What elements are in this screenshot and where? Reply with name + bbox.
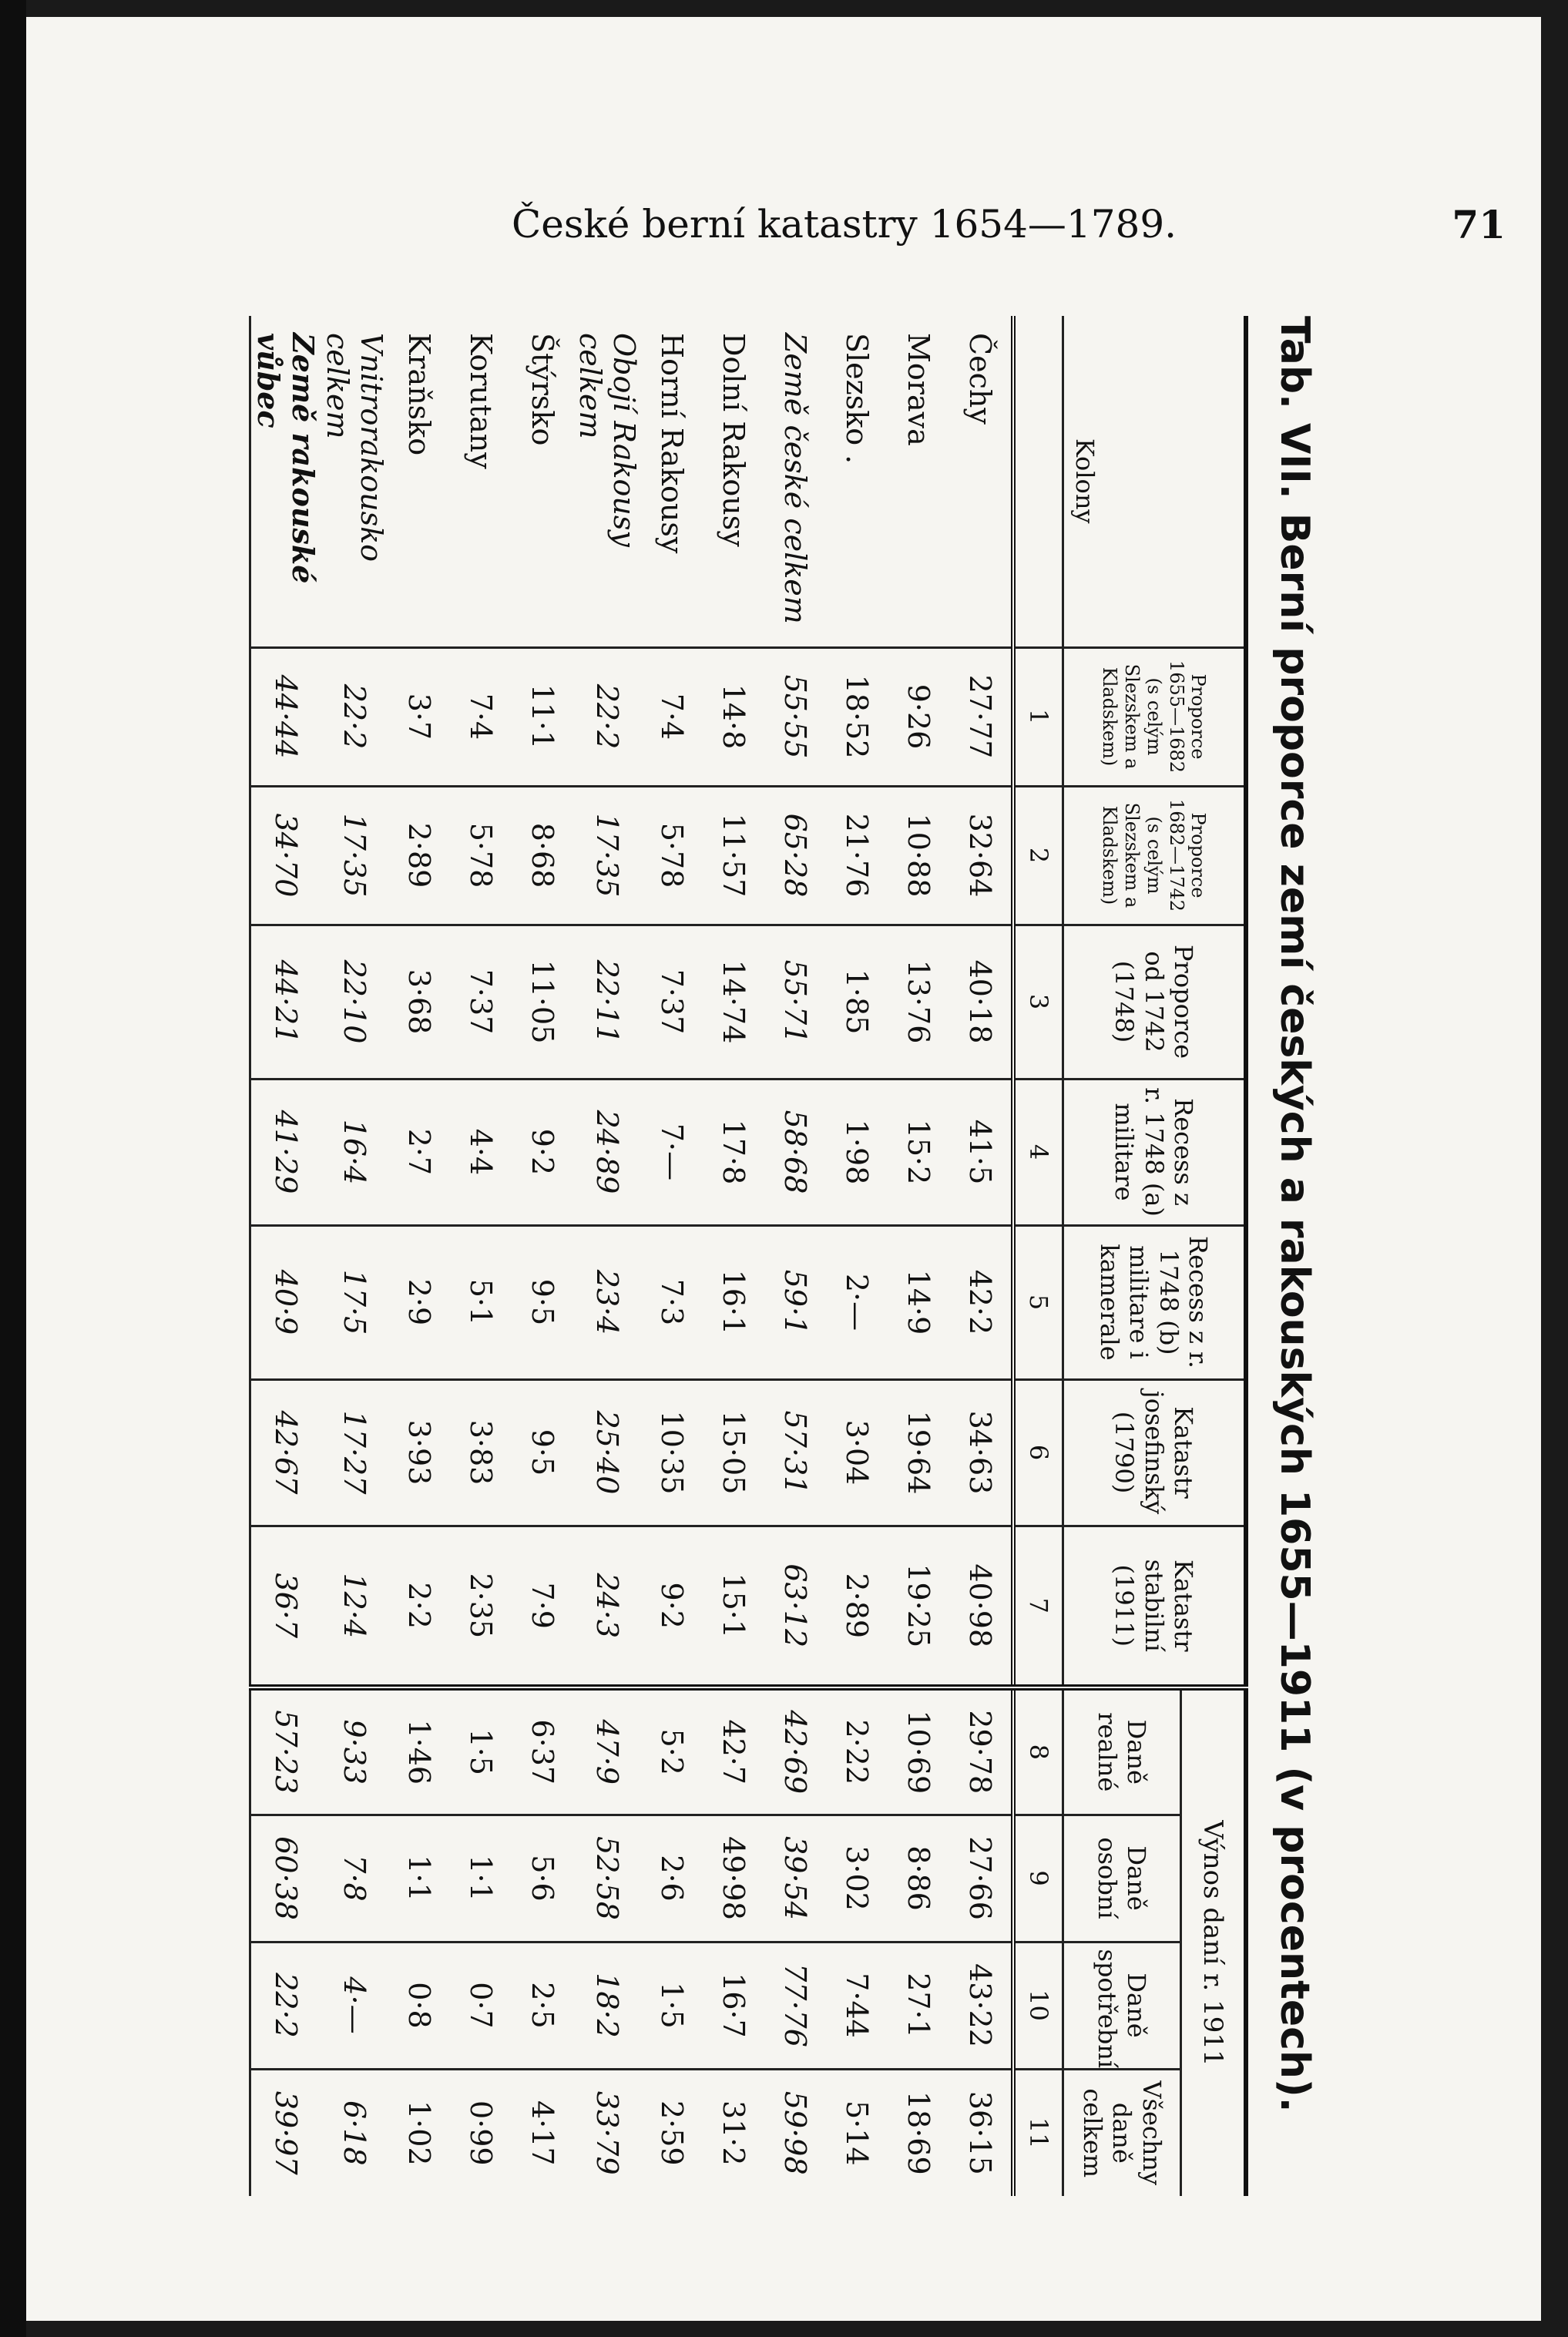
- table-cell: 0·8: [388, 1942, 450, 2069]
- table-cell: 22·10: [321, 925, 388, 1079]
- table-cell: 27·66: [949, 1815, 1013, 1942]
- table-cell: 15·1: [703, 1526, 764, 1687]
- table-cell: 12·4: [321, 1526, 388, 1687]
- col-number-blank: [1013, 316, 1063, 647]
- col-header-2: Proporce 1682—1742 (s celým Slezskem a Kladskem): [1063, 786, 1247, 925]
- table-cell: 5·14: [840, 2100, 874, 2166]
- table-cell: 1·02: [402, 2100, 436, 2166]
- table-row: [826, 316, 888, 2196]
- table-cell: 44·21: [250, 925, 321, 1079]
- table-cell: 9·33: [321, 1687, 388, 1815]
- table-cell: 7·3: [641, 1225, 703, 1379]
- table-cell: 55·71: [764, 925, 826, 1079]
- proportion-table: [249, 316, 1248, 2196]
- table-cell: 34·70: [250, 786, 321, 925]
- col-header-10: Daně spotřební: [1063, 1942, 1181, 2069]
- table-row: [703, 316, 764, 2196]
- table-cell: 7·37: [641, 925, 703, 1079]
- table-cell: 5·78: [450, 786, 512, 925]
- table-row: [450, 316, 512, 2196]
- table-cell: 10·69: [888, 1687, 949, 1815]
- table-cell: 22·2: [321, 647, 388, 786]
- table-cell: 4·17: [525, 2100, 559, 2166]
- table-cell: 18·2: [573, 1942, 641, 2069]
- table-cell: 4·—: [321, 1942, 388, 2069]
- row-label: Horní Rakousy: [641, 316, 703, 647]
- table-cell: 40·9: [250, 1225, 321, 1379]
- row-label: Morava: [888, 316, 949, 647]
- table-cell: 55·55: [764, 647, 826, 786]
- table-cell: 15·2: [888, 1079, 949, 1225]
- table-cell: 19·64: [888, 1379, 949, 1526]
- table-cell: 22·11: [573, 925, 641, 1079]
- table-row: [250, 316, 321, 2196]
- page-number: 71: [1452, 202, 1506, 247]
- table-cell: 22·2: [250, 1942, 321, 2069]
- table-cell: 77·76: [764, 1942, 826, 2069]
- table-cell: 5·2: [641, 1687, 703, 1815]
- col-header-5: Recess z r. 1748 (b) militare i kamerale: [1063, 1225, 1247, 1379]
- table-cell: 17·8: [703, 1079, 764, 1225]
- table-cell: 9·5: [512, 1225, 573, 1379]
- table-cell: 10·88: [888, 786, 949, 925]
- table-cell: 0·99: [464, 2100, 498, 2166]
- table-cell: 39·97: [250, 2069, 321, 2196]
- table-cell: 32·64: [949, 786, 1013, 925]
- table-cell: 59·98: [778, 2090, 812, 2175]
- table-cell: 2·22: [826, 1687, 888, 1815]
- row-label: Vnitrorakousko celkem: [321, 316, 388, 647]
- table-cell: 5·1: [450, 1225, 512, 1379]
- col-number: 9: [1013, 1815, 1063, 1942]
- table-cell: 42·69: [764, 1687, 826, 1815]
- table-cell: 16·4: [321, 1079, 388, 1225]
- scan-edge: [0, 0, 26, 2337]
- table-cell: 1·85: [826, 925, 888, 1079]
- table-cell: 41·29: [250, 1079, 321, 1225]
- table-cell: 6·18: [337, 2100, 371, 2166]
- table-cell: 57·31: [764, 1379, 826, 1526]
- row-label: Země české celkem: [764, 316, 826, 647]
- table-cell: 3·02: [826, 1815, 888, 1942]
- table-cell: 3·68: [388, 925, 450, 1079]
- table-cell: 5·6: [512, 1815, 573, 1942]
- table-cell: 42·67: [250, 1379, 321, 1526]
- row-label: Dolní Rakousy: [703, 316, 764, 647]
- table-cell: 17·35: [573, 786, 641, 925]
- table-cell: 1·98: [826, 1079, 888, 1225]
- table-cell: 2·89: [388, 786, 450, 925]
- table-cell: 16·1: [703, 1225, 764, 1379]
- table-cell: 60·38: [250, 1815, 321, 1942]
- table-row: [949, 316, 1013, 2196]
- col-number: 3: [1013, 925, 1063, 1079]
- table-cell: 7·4: [641, 647, 703, 786]
- table-cell: 3·83: [450, 1379, 512, 1526]
- table-cell: 7·—: [641, 1079, 703, 1225]
- table-cell: 16·7: [703, 1942, 764, 2069]
- row-label: Obojí Rakousy celkem: [573, 316, 641, 647]
- col-group-header: Výnos daní r. 1911: [1181, 1687, 1247, 2196]
- table-cell: 15·05: [703, 1379, 764, 1526]
- table-cell: 7·37: [450, 925, 512, 1079]
- col-number: 4: [1013, 1079, 1063, 1225]
- table-cell: 17·35: [321, 786, 388, 925]
- table-cell: 8·68: [512, 786, 573, 925]
- table-cell: 3·7: [388, 647, 450, 786]
- table-cell: 14·9: [888, 1225, 949, 1379]
- table-cell: 34·63: [949, 1379, 1013, 1526]
- table-cell: 59·1: [764, 1225, 826, 1379]
- table-cell: 2·—: [826, 1225, 888, 1379]
- table-cell: 47·9: [573, 1687, 641, 1815]
- table-cell: 42·7: [703, 1687, 764, 1815]
- col-header-8: Daně realné: [1063, 1687, 1181, 1815]
- table-cell: 58·68: [764, 1079, 826, 1225]
- table-cell: 24·89: [573, 1079, 641, 1225]
- table-cell: 36·15: [963, 2090, 997, 2175]
- table-row: [764, 316, 826, 2196]
- table-cell: 18·52: [826, 647, 888, 786]
- table-row: [888, 316, 949, 2196]
- table-cell: 2·6: [641, 1815, 703, 1942]
- row-label: Čechy: [949, 316, 1013, 647]
- table-cell: 6·37: [512, 1687, 573, 1815]
- table-cell: 7·44: [826, 1942, 888, 2069]
- table-cell: 18·69: [902, 2090, 935, 2175]
- col-number: 8: [1013, 1687, 1063, 1815]
- table-cell: 17·27: [321, 1379, 388, 1526]
- table-cell: 9·2: [512, 1079, 573, 1225]
- table-cell: 11·1: [512, 647, 573, 786]
- table-cell: 3·04: [826, 1379, 888, 1526]
- table-cell: 40·98: [949, 1526, 1013, 1687]
- table-cell: 21·76: [826, 786, 888, 925]
- table-cell: 63·12: [764, 1526, 826, 1687]
- row-label: Kraňsko: [388, 316, 450, 647]
- table-cell: 2·2: [388, 1526, 450, 1687]
- col-header-6: Katastr josefinský (1790): [1063, 1379, 1247, 1526]
- table-row: [321, 316, 388, 2196]
- table-row: [641, 316, 703, 2196]
- col-header-kolony: Kolony: [1063, 316, 1247, 647]
- table-cell: 44·44: [250, 647, 321, 786]
- table-cell: 43·22: [949, 1942, 1013, 2069]
- table-cell: 2·7: [388, 1079, 450, 1225]
- table-cell: 29·78: [949, 1687, 1013, 1815]
- table-cell: 14·8: [703, 647, 764, 786]
- col-number: 10: [1013, 1942, 1063, 2069]
- header-row: [1181, 316, 1247, 2196]
- table-cell: 7·4: [450, 647, 512, 786]
- table-cell: 13·76: [888, 925, 949, 1079]
- table-cell: 1·46: [388, 1687, 450, 1815]
- table-cell: 27·1: [888, 1942, 949, 2069]
- table-cell: 2·9: [388, 1225, 450, 1379]
- table-cell: 7·9: [512, 1526, 573, 1687]
- running-head: České berní katastry 1654—1789.: [512, 202, 1177, 247]
- table-row: [573, 316, 641, 2196]
- col-number: 7: [1013, 1526, 1063, 1687]
- col-header-7: Katastr stabilní (1911): [1063, 1526, 1247, 1687]
- table-cell: 10·35: [641, 1379, 703, 1526]
- rotated-table-block: [251, 316, 1318, 2196]
- table-cell: 49·98: [703, 1815, 764, 1942]
- table-cell: 9·5: [512, 1379, 573, 1526]
- table-cell: 3·93: [388, 1379, 450, 1526]
- table-cell: 22·2: [573, 647, 641, 786]
- table-cell: 57·23: [250, 1687, 321, 1815]
- table-cell: 19·25: [888, 1526, 949, 1687]
- row-label: Korutany: [450, 316, 512, 647]
- table-cell: 25·40: [573, 1379, 641, 1526]
- table-cell: 31·2: [717, 2100, 750, 2166]
- table-cell: 65·28: [764, 786, 826, 925]
- col-header-11: Všechny daně celkem: [1063, 2069, 1181, 2196]
- table-cell: 8·86: [888, 1815, 949, 1942]
- col-header-3: Proporce od 1742 (1748): [1063, 925, 1247, 1079]
- table-cell: 1·5: [450, 1687, 512, 1815]
- table-cell: 2·59: [655, 2100, 689, 2166]
- table-title: Tab. VII. Berní proporce zemí českých a rakouských 1655—1911 (v procentech).: [1271, 316, 1318, 2113]
- table-cell: 41·5: [949, 1079, 1013, 1225]
- col-number: 5: [1013, 1225, 1063, 1379]
- table-cell: 9·2: [641, 1526, 703, 1687]
- table-cell: 17·5: [321, 1225, 388, 1379]
- col-number: 2: [1013, 786, 1063, 925]
- table-cell: 14·74: [703, 925, 764, 1079]
- row-label: Štýrsko: [512, 316, 573, 647]
- table-cell: 27·77: [949, 647, 1013, 786]
- col-number: 11: [1013, 2069, 1063, 2196]
- table-cell: 2·35: [450, 1526, 512, 1687]
- page-header: [512, 202, 1544, 264]
- table-cell: 2·5: [512, 1942, 573, 2069]
- table-cell: 36·7: [250, 1526, 321, 1687]
- table-cell: 7·8: [321, 1815, 388, 1942]
- table-cell: 0·7: [450, 1942, 512, 2069]
- table-cell: 11·57: [703, 786, 764, 925]
- table-cell: 9·26: [888, 647, 949, 786]
- table-cell: 23·4: [573, 1225, 641, 1379]
- table-cell: 1·5: [641, 1942, 703, 2069]
- col-header-4: Recess z r. 1748 (a) militare: [1063, 1079, 1247, 1225]
- col-header-9: Daně osobní: [1063, 1815, 1181, 1942]
- column-number-row: [1013, 316, 1063, 2196]
- table-cell: 11·05: [512, 925, 573, 1079]
- table-cell: 42·2: [949, 1225, 1013, 1379]
- col-header-1: Proporce 1655—1682 (s celým Slezskem a Kladskem): [1063, 647, 1247, 786]
- table-cell: 52·58: [573, 1815, 641, 1942]
- table-cell: 2·89: [826, 1526, 888, 1687]
- table-row: [388, 316, 450, 2196]
- table-cell: 5·78: [641, 786, 703, 925]
- table-cell: 40·18: [949, 925, 1013, 1079]
- row-label: Slezsko .: [826, 316, 888, 647]
- row-label: Země rakouské vůbec: [250, 316, 321, 647]
- table-cell: 1·1: [388, 1815, 450, 1942]
- col-number: 1: [1013, 647, 1063, 786]
- table-cell: 33·79: [590, 2090, 624, 2175]
- table-row: [512, 316, 573, 2196]
- table-cell: 24·3: [573, 1526, 641, 1687]
- table-cell: 4·4: [450, 1079, 512, 1225]
- col-number: 6: [1013, 1379, 1063, 1526]
- table-body: [250, 316, 1014, 2196]
- table-cell: 39·54: [764, 1815, 826, 1942]
- table-cell: 1·1: [450, 1815, 512, 1942]
